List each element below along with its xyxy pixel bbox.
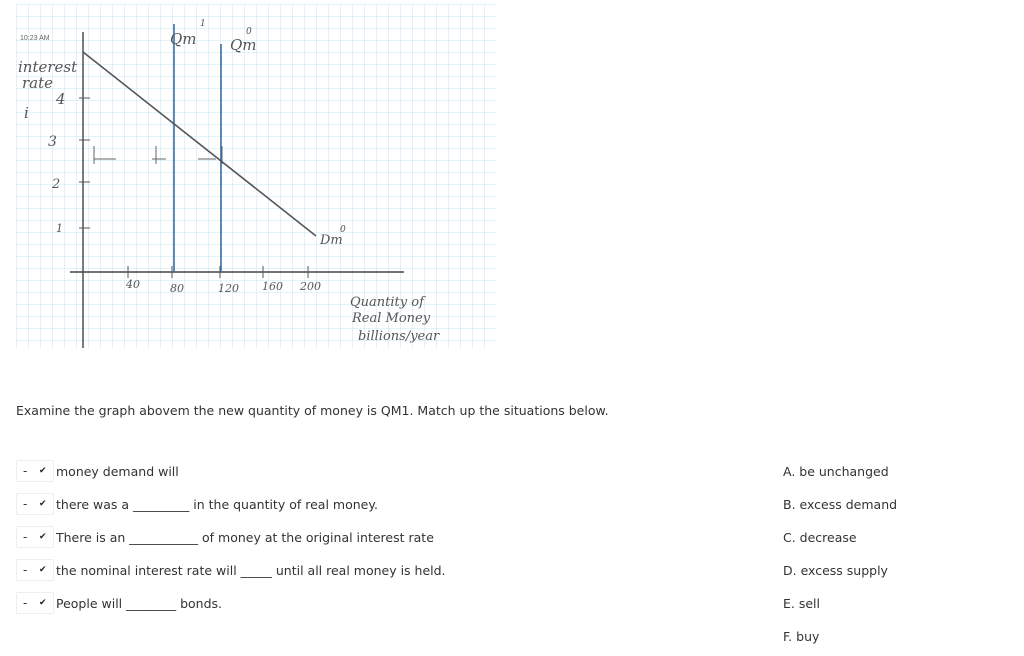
question-row-5 (16, 592, 222, 614)
chevron-down-icon: ✔ (39, 466, 47, 476)
chevron-down-icon: ✔ (39, 598, 47, 608)
answer-option-a: A. be unchanged (783, 464, 889, 479)
y-tick-1: 1 (56, 222, 63, 235)
x-axis-label-line3: billions/year (358, 329, 440, 344)
x-tick-40: 40 (126, 278, 140, 291)
answer-option-b: B. excess demand (783, 497, 898, 512)
answer-select-3-value: - (23, 530, 28, 544)
answer-select-3[interactable] (16, 526, 54, 548)
y-axis-symbol: i (24, 104, 29, 122)
supply-original-label: Qm (230, 36, 257, 54)
question-text-5: People will ________ bonds. (56, 595, 223, 611)
answer-select-2-value: - (23, 497, 28, 511)
answer-select-4[interactable] (16, 559, 54, 581)
x-axis-label-line2: Real Money (352, 311, 431, 326)
question-text-1: money demand will (56, 463, 179, 479)
answer-option-f: F. buy (783, 629, 820, 644)
answer-select-2[interactable] (16, 493, 54, 515)
answer-select-5-value: - (23, 596, 28, 610)
chevron-down-icon: ✔ (39, 499, 47, 509)
x-axis-label-line1: Quantity of (350, 295, 424, 310)
question-row-3 (16, 526, 434, 548)
answer-option-d: D. excess supply (783, 563, 888, 578)
answer-select-4-value: - (23, 563, 28, 577)
supply-original-sup: 0 (246, 27, 252, 37)
x-tick-160: 160 (262, 280, 283, 293)
y-tick-2: 2 (52, 177, 61, 192)
y-axis-label-line1: interest (18, 58, 78, 76)
question-row-4 (16, 559, 446, 581)
answer-select-1[interactable] (16, 460, 54, 482)
demand-label: Dm (320, 233, 343, 248)
x-tick-200: 200 (300, 280, 321, 293)
question-prompt: Examine the graph abovem the new quantity of money is QM1. Match up the situations below. (16, 403, 609, 418)
x-tick-80: 80 (170, 282, 184, 295)
question-row-2 (16, 493, 378, 515)
demand-sup: 0 (340, 225, 346, 235)
y-tick-4: 4 (56, 90, 66, 108)
y-tick-3: 3 (48, 134, 57, 150)
chevron-down-icon: ✔ (39, 532, 47, 542)
y-axis-label-line2: rate (22, 74, 54, 92)
graph-timestamp: 10:23 AM (20, 35, 50, 42)
question-row-1 (16, 460, 179, 482)
answer-option-c: C. decrease (783, 530, 857, 545)
answer-option-e: E. sell (783, 596, 820, 611)
supply-new-label: Qm (170, 30, 197, 48)
money-market-graph-image (16, 4, 496, 348)
answer-select-5[interactable] (16, 592, 54, 614)
x-tick-120: 120 (218, 282, 239, 295)
question-text-2: there was a _________ in the quantity of real money. (56, 496, 378, 512)
supply-new-sup: 1 (200, 19, 206, 29)
answer-select-1-value: - (23, 464, 28, 478)
question-text-4: the nominal interest rate will _____ until all real money is held. (56, 562, 446, 578)
question-text-3: There is an ___________ of money at the original interest rate (56, 529, 434, 545)
chevron-down-icon: ✔ (39, 565, 47, 575)
